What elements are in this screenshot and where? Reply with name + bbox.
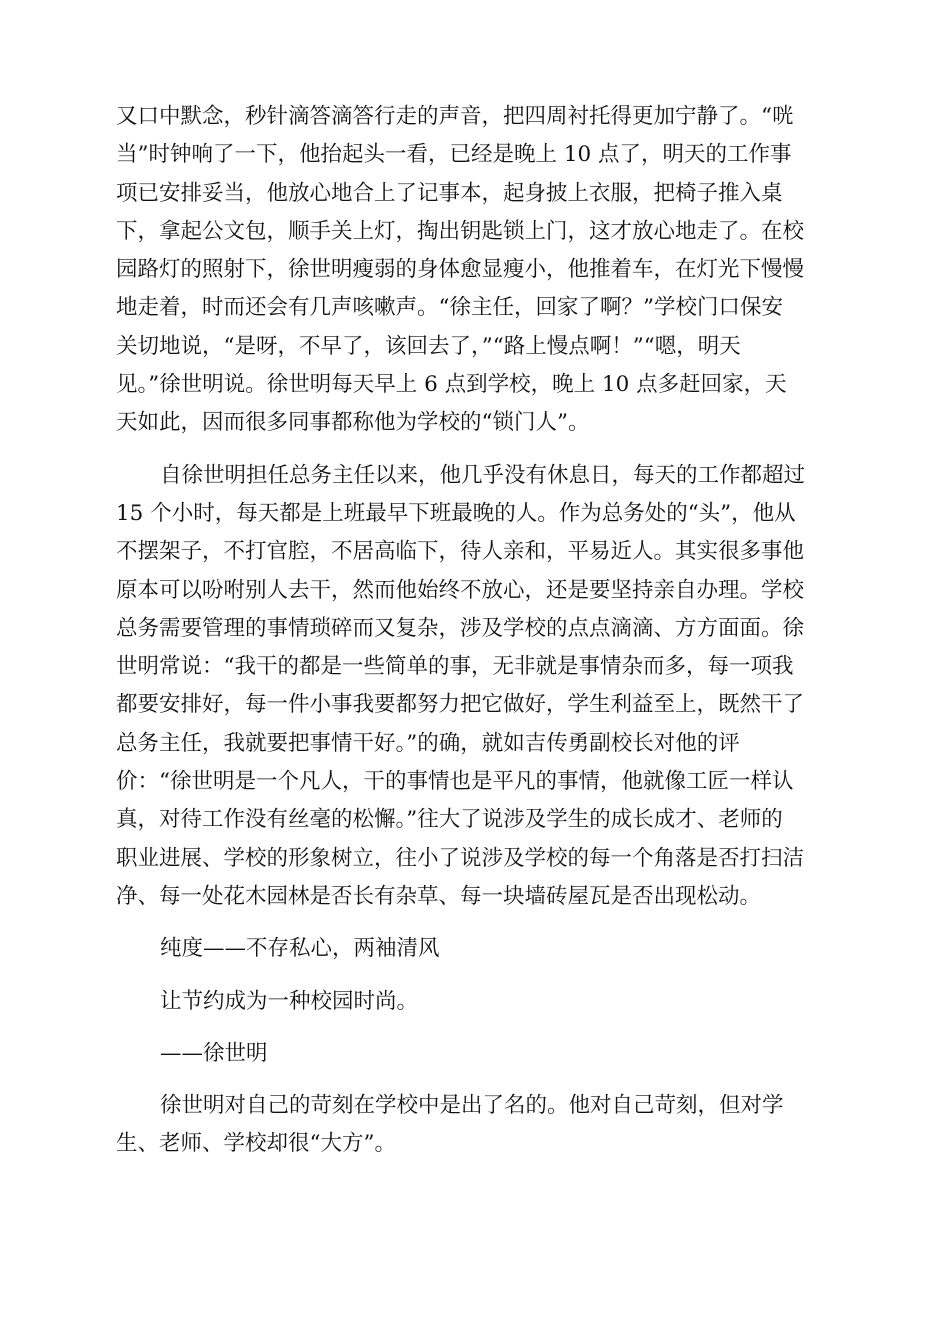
text-line: 项已安排妥当，他放心地合上了记事本，起身披上衣服，把椅子推入桌 — [116, 180, 783, 206]
paragraph-frugality — [116, 1087, 838, 1164]
text-line: 总务主任，我就要把事情干好。”的确，就如吉传勇副校长对他的评 — [116, 730, 740, 756]
paragraph-night-departure — [116, 98, 838, 443]
text-line: 都要安排好，每一件小事我要都努力把它做好，学生利益至上，既然干了 — [116, 692, 805, 718]
text-line: 让节约成为一种校园时尚。 — [160, 988, 419, 1014]
heading-line: 纯度——不存私心，两袖清风 — [160, 936, 440, 962]
text-line: 徐世明对自己的苛刻在学校中是出了名的。他对自己苛刻，但对学 — [160, 1093, 784, 1119]
text-line: 天如此，因而很多同事都称他为学校的“锁门人”。 — [116, 410, 590, 436]
text-line: 职业进展、学校的形象树立，往小了说涉及学校的每一个角落是否打扫洁 — [116, 845, 805, 871]
text-line: 地走着，时而还会有几声咳嗽声。“徐主任，回家了啊？”学校门口保安 — [116, 295, 783, 321]
text-line: 原本可以吩咐别人去干，然而他始终不放心，还是要坚持亲自办理。学校 — [116, 577, 805, 603]
text-line: 自徐世明担任总务主任以来，他几乎没有休息日，每天的工作都超过 — [160, 462, 806, 488]
text-line: 下，拿起公文包，顺手关上灯，掏出钥匙锁上门，这才放心地走了。在校 — [116, 218, 805, 244]
text-line: 总务需要管理的事情琐碎而又复杂，涉及学校的点点滴滴、方方面面。徐 — [116, 615, 805, 641]
text-line: 园路灯的照射下，徐世明瘦弱的身体愈显瘦小，他推着车，在灯光下慢慢 — [116, 257, 805, 283]
section-heading — [116, 930, 838, 968]
text-line: 15 个小时，每天都是上班最早下班最晚的人。作为总务处的“头”，他从 — [116, 500, 796, 526]
text-line: 真，对待工作没有丝毫的松懈。”往大了说涉及学生的成长成才、老师的 — [116, 807, 783, 833]
text-line: 关切地说，“是呀，不早了，该回去了，”“路上慢点啊！”“嗯，明天 — [116, 333, 741, 359]
text-line: 又口中默念，秒针滴答滴答行走的声音，把四周衬托得更加宁静了。“咣 — [116, 104, 794, 129]
text-line: 当”时钟响了一下，他抬起头一看，已经是晚上 10 点了，明天的工作事 — [116, 142, 792, 168]
text-line: 净、每一处花木园林是否长有杂草、每一块墙砖屋瓦是否出现松动。 — [116, 883, 762, 909]
text-line: 世明常说：“我干的都是一些简单的事，无非就是事情杂而多，每一项我 — [116, 654, 794, 680]
text-line: 不摆架子，不打官腔，不居高临下，待人亲和，平易近人。其实很多事他 — [116, 539, 805, 565]
text-line: 生、老师、学校却很“大方”。 — [116, 1131, 396, 1157]
text-line: 价：“徐世明是一个凡人，干的事情也是平凡的事情，他就像工匠一样认 — [116, 769, 794, 795]
paragraph-work-dedication — [116, 457, 838, 917]
quote-attribution — [116, 1035, 838, 1073]
text-line: 见。”徐世明说。徐世明每天早上 6 点到学校，晚上 10 点多赶回家，天 — [116, 372, 787, 398]
document-page — [116, 98, 838, 1164]
quote-line — [116, 983, 838, 1021]
text-line: ——徐世明 — [160, 1040, 268, 1066]
